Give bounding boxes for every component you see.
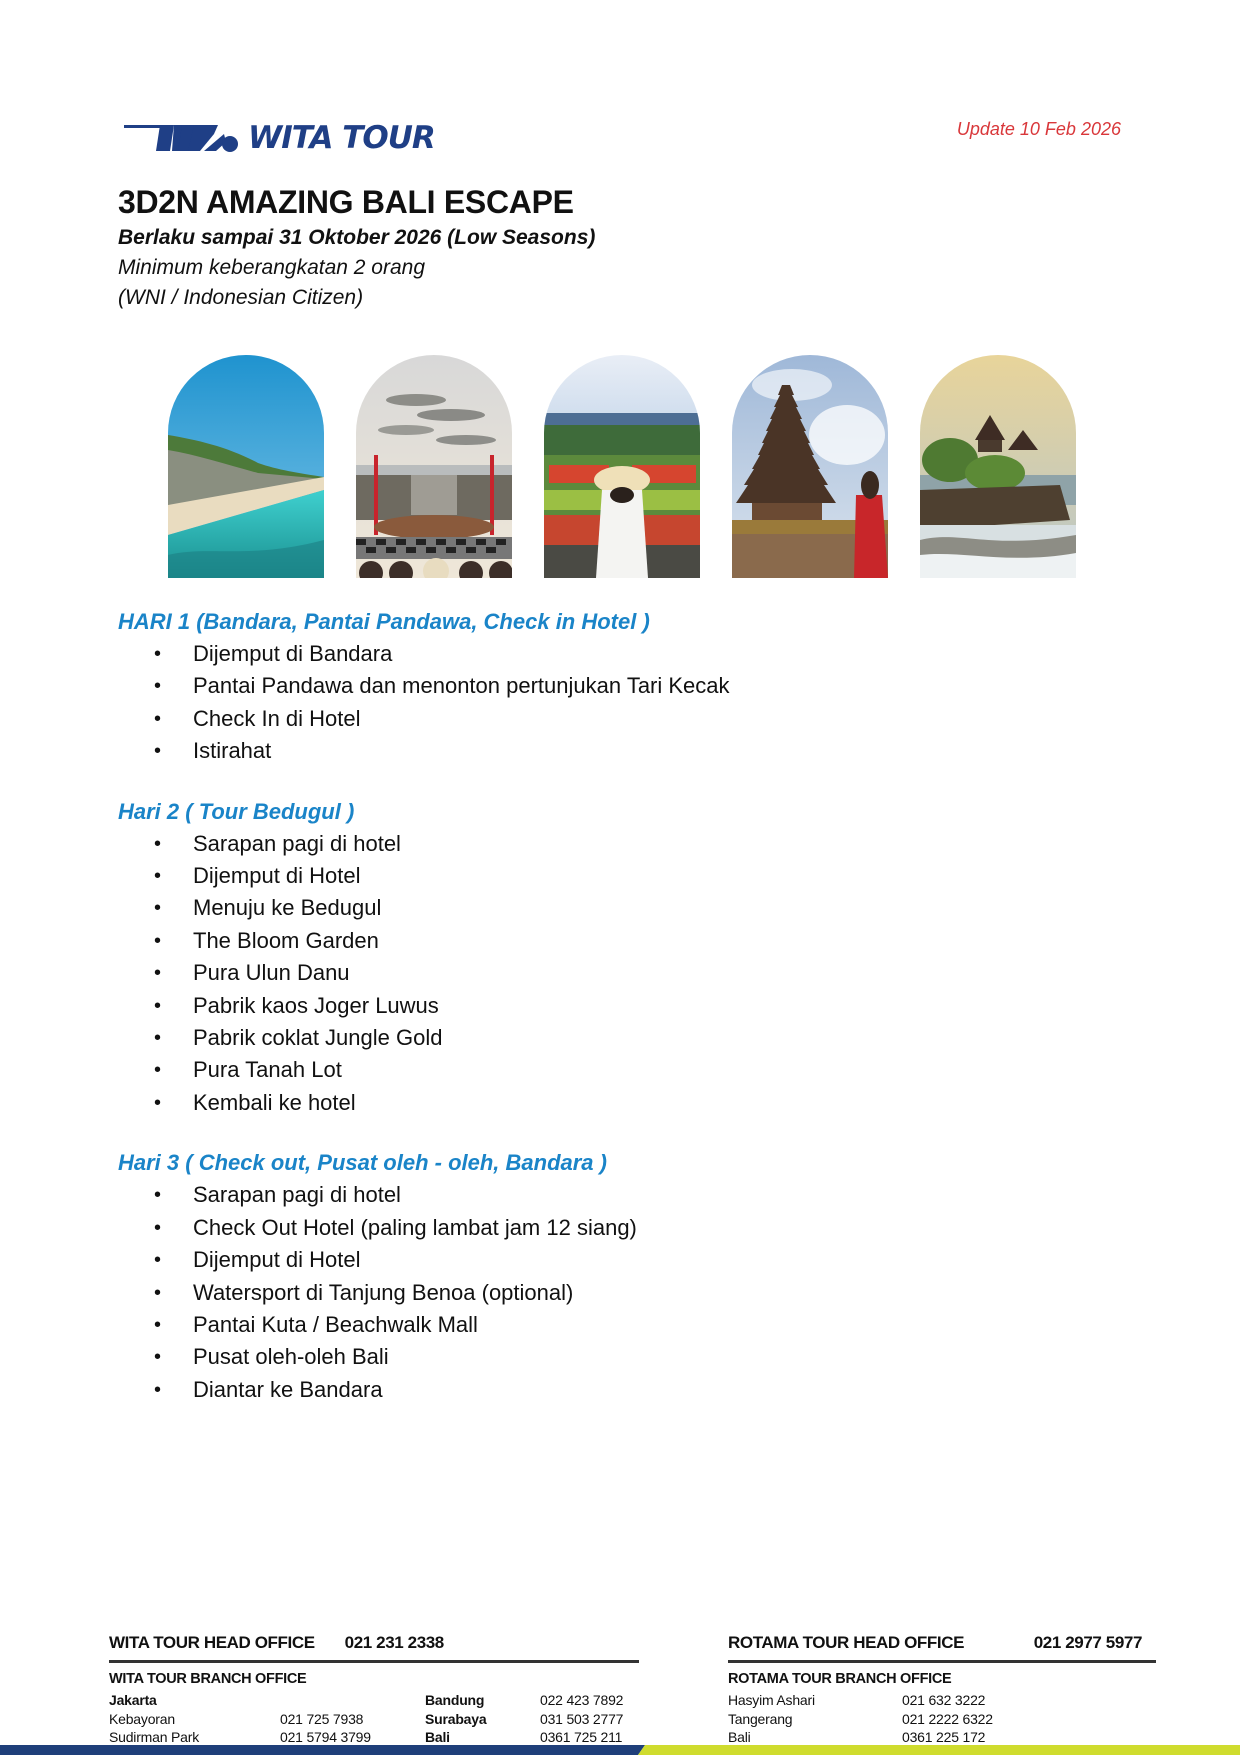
wita-tour-offices <box>109 1630 639 1747</box>
package-title: 3D2N AMAZING BALI ESCAPE <box>118 184 574 220</box>
rotama-head-office <box>728 1630 1156 1656</box>
list-item: • Diantar ke Bandara <box>118 1374 918 1406</box>
branch-location: Bali <box>728 1729 751 1745</box>
temple-image-icon <box>732 355 888 578</box>
branch-phone: 031 503 2777 <box>540 1710 624 1727</box>
list-item: • Check Out Hotel (paling lambat jam 12 siang) <box>118 1212 918 1244</box>
bullet-icon: • <box>154 1346 162 1369</box>
list-item: • Pabrik coklat Jungle Gold <box>118 1022 918 1054</box>
ulun-danu-photo <box>732 355 888 578</box>
citizenship-note: (WNI / Indonesian Citizen) <box>118 286 364 309</box>
branch-city: Bandung <box>425 1692 485 1708</box>
bullet-icon: • <box>154 1378 162 1401</box>
branch-phone: 021 2222 6322 <box>902 1710 993 1727</box>
day-activities <box>118 1179 918 1406</box>
bullet-icon: • <box>154 897 162 920</box>
head-office-label: ROTAMA TOUR HEAD OFFICE <box>728 1633 965 1652</box>
day-title: HARI 1 (Bandara, Pantai Pandawa, Check in Hotel ) <box>118 609 650 634</box>
day-2 <box>118 796 918 1120</box>
bullet-icon: • <box>154 1184 162 1207</box>
branch-city: Jakarta <box>109 1692 157 1708</box>
head-office-phone: 021 231 2338 <box>344 1633 444 1652</box>
branch-phone: 021 725 7938 <box>280 1710 364 1727</box>
branch-phone <box>280 1691 425 1710</box>
minimum-pax: Minimum keberangkatan 2 orang <box>118 256 426 279</box>
branch-office-table <box>728 1691 1156 1747</box>
branch-location: Hasyim Ashari <box>728 1692 815 1708</box>
bullet-icon: • <box>154 832 162 855</box>
bullet-icon: • <box>154 707 162 730</box>
branch-office-table <box>109 1691 639 1747</box>
tanah-lot-image-icon <box>920 355 1076 578</box>
bullet-icon: • <box>154 675 162 698</box>
divider <box>728 1660 1156 1663</box>
divider <box>109 1660 639 1663</box>
bullet-icon: • <box>154 929 162 952</box>
garden-image-icon <box>544 355 700 578</box>
bullet-icon: • <box>154 1281 162 1304</box>
footer-color-bar <box>0 1745 1240 1755</box>
list-item: • Pusat oleh-oleh Bali <box>118 1341 918 1373</box>
list-item: • Sarapan pagi di hotel <box>118 828 918 860</box>
bullet-icon: • <box>154 1027 162 1050</box>
bullet-icon: • <box>154 643 162 665</box>
itinerary <box>118 606 918 1434</box>
kecak-image-icon <box>356 355 512 578</box>
branch-phone: 021 5794 3799 <box>280 1729 371 1745</box>
list-item: • Kembali ke hotel <box>118 1087 918 1119</box>
bullet-icon: • <box>154 1059 162 1082</box>
beach-image-icon <box>168 355 324 578</box>
destination-gallery <box>168 355 1076 578</box>
list-item: • Dijemput di Hotel <box>118 860 918 892</box>
list-item: • Check In di Hotel <box>118 703 918 735</box>
branch-city: Surabaya <box>425 1710 487 1727</box>
list-item: • The Bloom Garden <box>118 925 918 957</box>
list-item: • Istirahat <box>118 735 918 767</box>
list-item: • Pantai Pandawa dan menonton pertunjukan Tari Kecak <box>118 670 918 702</box>
bullet-icon: • <box>154 865 162 888</box>
branch-phone: 022 423 7892 <box>540 1692 624 1708</box>
list-item: • Pabrik kaos Joger Luwus <box>118 990 918 1022</box>
list-item: • Pura Tanah Lot <box>118 1054 918 1086</box>
update-date: Update 10 Feb 2026 <box>956 119 1121 139</box>
bullet-icon: • <box>154 994 162 1017</box>
branch-office-title: WITA TOUR BRANCH OFFICE <box>109 1671 307 1687</box>
list-item: • Menuju ke Bedugul <box>118 892 918 924</box>
day-1 <box>118 606 918 768</box>
bullet-icon: • <box>154 1091 162 1114</box>
day-activities <box>118 828 918 1120</box>
list-item: • Pura Ulun Danu <box>118 957 918 989</box>
branch-phone: 0361 225 172 <box>902 1729 986 1745</box>
bullet-icon: • <box>154 1249 162 1272</box>
head-office-phone: 021 2977 5977 <box>1033 1633 1142 1652</box>
beach-photo <box>168 355 324 578</box>
tanah-lot-photo <box>920 355 1076 578</box>
bullet-icon: • <box>154 1313 162 1336</box>
head-office-label: WITA TOUR HEAD OFFICE <box>109 1633 315 1652</box>
bullet-icon: • <box>154 1216 162 1239</box>
bloom-garden-photo <box>544 355 700 578</box>
validity-period: Berlaku sampai 31 Oktober 2026 (Low Seasons) <box>118 226 596 249</box>
day-title: Hari 2 ( Tour Bedugul ) <box>118 798 355 824</box>
list-item: • Dijemput di Hotel <box>118 1244 918 1276</box>
list-item: • Pantai Kuta / Beachwalk Mall <box>118 1309 918 1341</box>
list-item: • Dijemput di Bandara <box>118 638 918 670</box>
wita-tour-logo <box>124 118 435 158</box>
branch-phone: 021 632 3222 <box>902 1692 986 1708</box>
kecak-dance-photo <box>356 355 512 578</box>
brand-name: WITA TOUR <box>248 119 435 156</box>
branch-location: Tangerang <box>728 1710 793 1727</box>
wita-tour-swoosh-logo-icon <box>124 122 242 154</box>
branch-location: Kebayoran <box>109 1710 175 1727</box>
list-item: • Watersport di Tanjung Benoa (optional) <box>118 1277 918 1309</box>
rotama-tour-offices <box>728 1630 1156 1747</box>
branch-phone: 0361 725 211 <box>540 1729 623 1745</box>
package-info <box>118 183 595 313</box>
day-3 <box>118 1147 918 1406</box>
branch-location: Sudirman Park <box>109 1729 199 1745</box>
day-activities <box>118 638 918 768</box>
footer-bar-graphic-icon <box>0 1745 1240 1755</box>
branch-office-title: ROTAMA TOUR BRANCH OFFICE <box>728 1671 952 1687</box>
bullet-icon: • <box>154 962 162 985</box>
list-item: • Sarapan pagi di hotel <box>118 1179 918 1211</box>
wita-head-office <box>109 1630 639 1656</box>
office-contacts-footer <box>0 1620 1240 1755</box>
day-title: Hari 3 ( Check out, Pusat oleh - oleh, Bandara ) <box>118 1150 607 1176</box>
branch-city: Bali <box>425 1729 450 1745</box>
bullet-icon: • <box>154 740 162 763</box>
